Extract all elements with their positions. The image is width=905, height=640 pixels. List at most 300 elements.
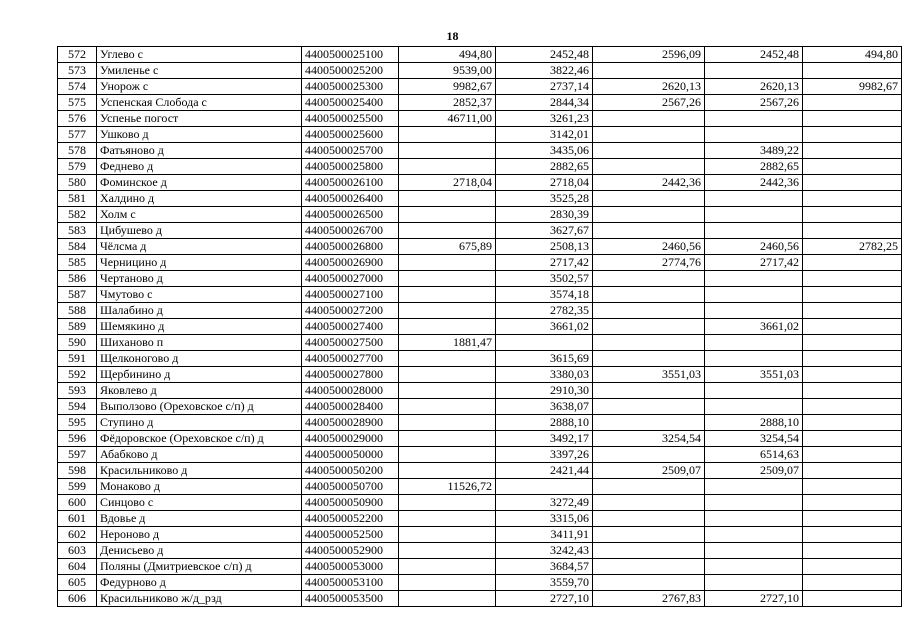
value-4-cell: 3489,22: [705, 143, 803, 159]
row-number-cell: 586: [58, 271, 97, 287]
value-1-cell: 11526,72: [399, 479, 496, 495]
value-2-cell: 2844,34: [496, 95, 593, 111]
value-5-cell: [803, 383, 902, 399]
value-3-cell: [593, 543, 705, 559]
table-row: [58, 527, 902, 543]
value-5-cell: [803, 287, 902, 303]
value-3-cell: [593, 63, 705, 79]
value-4-cell: [705, 207, 803, 223]
value-5-cell: [803, 415, 902, 431]
value-1-cell: [399, 511, 496, 527]
value-4-cell: 2882,65: [705, 159, 803, 175]
code-cell: 4400500027400: [302, 319, 399, 335]
row-number-cell: 596: [58, 431, 97, 447]
code-cell: 4400500053100: [302, 575, 399, 591]
value-5-cell: [803, 159, 902, 175]
value-5-cell: [803, 111, 902, 127]
value-5-cell: 2782,25: [803, 239, 902, 255]
code-cell: 4400500053500: [302, 591, 399, 607]
settlement-name-cell: Черницино д: [97, 255, 302, 271]
code-cell: 4400500050700: [302, 479, 399, 495]
table-row: [58, 399, 902, 415]
code-cell: 4400500052200: [302, 511, 399, 527]
table-row: [58, 175, 902, 191]
value-5-cell: [803, 143, 902, 159]
table-row: [58, 351, 902, 367]
value-2-cell: 2727,10: [496, 591, 593, 607]
settlement-name-cell: Фоминское д: [97, 175, 302, 191]
value-4-cell: [705, 303, 803, 319]
settlement-name-cell: Красильниково д: [97, 463, 302, 479]
row-number-cell: 585: [58, 255, 97, 271]
row-number-cell: 591: [58, 351, 97, 367]
code-cell: 4400500025800: [302, 159, 399, 175]
value-1-cell: 9982,67: [399, 79, 496, 95]
value-1-cell: 2718,04: [399, 175, 496, 191]
value-3-cell: [593, 415, 705, 431]
value-4-cell: [705, 63, 803, 79]
row-number-cell: 583: [58, 223, 97, 239]
value-3-cell: [593, 575, 705, 591]
code-cell: 4400500027700: [302, 351, 399, 367]
table-row: [58, 287, 902, 303]
value-4-cell: [705, 399, 803, 415]
row-number-cell: 601: [58, 511, 97, 527]
code-cell: 4400500027500: [302, 335, 399, 351]
value-1-cell: [399, 495, 496, 511]
value-1-cell: [399, 415, 496, 431]
settlement-name-cell: Поляны (Дмитриевское с/п) д: [97, 559, 302, 575]
value-1-cell: 2852,37: [399, 95, 496, 111]
code-cell: 4400500025500: [302, 111, 399, 127]
code-cell: 4400500025600: [302, 127, 399, 143]
value-5-cell: [803, 591, 902, 607]
code-cell: 4400500027000: [302, 271, 399, 287]
value-2-cell: 3261,23: [496, 111, 593, 127]
value-3-cell: 2620,13: [593, 79, 705, 95]
table-row: [58, 479, 902, 495]
table-row: [58, 239, 902, 255]
code-cell: 4400500025400: [302, 95, 399, 111]
value-3-cell: 3254,54: [593, 431, 705, 447]
value-3-cell: 2596,09: [593, 47, 705, 63]
row-number-cell: 584: [58, 239, 97, 255]
code-cell: 4400500026400: [302, 191, 399, 207]
code-cell: 4400500026900: [302, 255, 399, 271]
table-row: [58, 463, 902, 479]
value-4-cell: [705, 495, 803, 511]
value-5-cell: [803, 543, 902, 559]
row-number-cell: 588: [58, 303, 97, 319]
value-1-cell: [399, 543, 496, 559]
value-2-cell: 3661,02: [496, 319, 593, 335]
value-4-cell: [705, 479, 803, 495]
table-row: [58, 191, 902, 207]
value-5-cell: [803, 63, 902, 79]
settlement-name-cell: Выползово (Ореховское с/п) д: [97, 399, 302, 415]
value-2-cell: 3242,43: [496, 543, 593, 559]
value-3-cell: [593, 335, 705, 351]
table-row: [58, 63, 902, 79]
row-number-cell: 574: [58, 79, 97, 95]
value-4-cell: [705, 335, 803, 351]
value-3-cell: [593, 527, 705, 543]
value-2-cell: 3435,06: [496, 143, 593, 159]
value-5-cell: [803, 303, 902, 319]
value-4-cell: [705, 527, 803, 543]
value-4-cell: [705, 271, 803, 287]
value-2-cell: 2888,10: [496, 415, 593, 431]
settlement-name-cell: Нероново д: [97, 527, 302, 543]
settlement-name-cell: Углево с: [97, 47, 302, 63]
table-row: [58, 207, 902, 223]
value-4-cell: [705, 559, 803, 575]
value-1-cell: [399, 399, 496, 415]
value-2-cell: 3627,67: [496, 223, 593, 239]
value-3-cell: [593, 383, 705, 399]
settlement-name-cell: Федурново д: [97, 575, 302, 591]
value-3-cell: [593, 287, 705, 303]
code-cell: 4400500025300: [302, 79, 399, 95]
value-4-cell: 2717,42: [705, 255, 803, 271]
table-row: [58, 431, 902, 447]
value-3-cell: [593, 399, 705, 415]
value-4-cell: [705, 575, 803, 591]
row-number-cell: 600: [58, 495, 97, 511]
code-cell: 4400500050900: [302, 495, 399, 511]
table-row: [58, 383, 902, 399]
value-3-cell: [593, 559, 705, 575]
code-cell: 4400500026500: [302, 207, 399, 223]
value-5-cell: [803, 223, 902, 239]
code-cell: 4400500028000: [302, 383, 399, 399]
settlement-name-cell: Чёлсма д: [97, 239, 302, 255]
value-3-cell: [593, 111, 705, 127]
value-1-cell: [399, 575, 496, 591]
code-cell: 4400500050200: [302, 463, 399, 479]
value-3-cell: 3551,03: [593, 367, 705, 383]
settlement-name-cell: Чмутово с: [97, 287, 302, 303]
value-1-cell: [399, 207, 496, 223]
value-2-cell: 2452,48: [496, 47, 593, 63]
value-2-cell: 3574,18: [496, 287, 593, 303]
value-5-cell: [803, 351, 902, 367]
row-number-cell: 606: [58, 591, 97, 607]
row-number-cell: 589: [58, 319, 97, 335]
table-row: [58, 559, 902, 575]
value-1-cell: [399, 303, 496, 319]
value-2-cell: [496, 335, 593, 351]
table-row: [58, 255, 902, 271]
code-cell: 4400500053000: [302, 559, 399, 575]
value-5-cell: [803, 207, 902, 223]
value-2-cell: 2910,30: [496, 383, 593, 399]
settlement-name-cell: Чертаново д: [97, 271, 302, 287]
table-row: [58, 575, 902, 591]
value-2-cell: 2421,44: [496, 463, 593, 479]
value-1-cell: [399, 319, 496, 335]
value-5-cell: [803, 431, 902, 447]
value-2-cell: 3397,26: [496, 447, 593, 463]
code-cell: 4400500028400: [302, 399, 399, 415]
settlement-name-cell: Халдино д: [97, 191, 302, 207]
value-3-cell: [593, 495, 705, 511]
row-number-cell: 572: [58, 47, 97, 63]
value-3-cell: [593, 223, 705, 239]
value-4-cell: 3661,02: [705, 319, 803, 335]
value-3-cell: 2567,26: [593, 95, 705, 111]
value-2-cell: 3142,01: [496, 127, 593, 143]
row-number-cell: 587: [58, 287, 97, 303]
value-5-cell: [803, 335, 902, 351]
row-number-cell: 594: [58, 399, 97, 415]
table-row: [58, 127, 902, 143]
row-number-cell: 580: [58, 175, 97, 191]
value-1-cell: 494,80: [399, 47, 496, 63]
settlement-name-cell: Щелконогово д: [97, 351, 302, 367]
value-1-cell: 9539,00: [399, 63, 496, 79]
table-row: [58, 367, 902, 383]
row-number-cell: 598: [58, 463, 97, 479]
row-number-cell: 575: [58, 95, 97, 111]
value-1-cell: [399, 591, 496, 607]
value-2-cell: 3502,57: [496, 271, 593, 287]
row-number-cell: 597: [58, 447, 97, 463]
code-cell: 4400500027200: [302, 303, 399, 319]
value-1-cell: 1881,47: [399, 335, 496, 351]
value-1-cell: [399, 351, 496, 367]
table-row: [58, 223, 902, 239]
value-5-cell: [803, 575, 902, 591]
row-number-cell: 599: [58, 479, 97, 495]
code-cell: 4400500026800: [302, 239, 399, 255]
value-2-cell: 3380,03: [496, 367, 593, 383]
value-2-cell: [496, 479, 593, 495]
value-3-cell: [593, 511, 705, 527]
value-2-cell: 3411,91: [496, 527, 593, 543]
code-cell: 4400500026100: [302, 175, 399, 191]
value-4-cell: 2452,48: [705, 47, 803, 63]
row-number-cell: 573: [58, 63, 97, 79]
value-5-cell: 494,80: [803, 47, 902, 63]
table-row: [58, 111, 902, 127]
value-2-cell: 2717,42: [496, 255, 593, 271]
value-2-cell: 2830,39: [496, 207, 593, 223]
value-5-cell: [803, 447, 902, 463]
value-5-cell: [803, 255, 902, 271]
value-1-cell: [399, 383, 496, 399]
value-3-cell: [593, 127, 705, 143]
table-row: [58, 159, 902, 175]
value-4-cell: 3254,54: [705, 431, 803, 447]
settlement-name-cell: Абабково д: [97, 447, 302, 463]
table-row: [58, 591, 902, 607]
table-row: [58, 143, 902, 159]
value-4-cell: 2727,10: [705, 591, 803, 607]
value-2-cell: 3638,07: [496, 399, 593, 415]
value-1-cell: [399, 463, 496, 479]
code-cell: 4400500025100: [302, 47, 399, 63]
value-2-cell: 3822,46: [496, 63, 593, 79]
settlement-name-cell: Ушково д: [97, 127, 302, 143]
value-4-cell: 6514,63: [705, 447, 803, 463]
table-row: [58, 303, 902, 319]
row-number-cell: 577: [58, 127, 97, 143]
value-5-cell: [803, 399, 902, 415]
value-2-cell: 2782,35: [496, 303, 593, 319]
value-1-cell: [399, 287, 496, 303]
value-5-cell: [803, 95, 902, 111]
value-2-cell: 3272,49: [496, 495, 593, 511]
value-3-cell: 2509,07: [593, 463, 705, 479]
value-3-cell: 2774,76: [593, 255, 705, 271]
value-3-cell: 2460,56: [593, 239, 705, 255]
code-cell: 4400500050000: [302, 447, 399, 463]
settlement-name-cell: Щербинино д: [97, 367, 302, 383]
code-cell: 4400500026700: [302, 223, 399, 239]
settlement-name-cell: Красильниково ж/д_рзд: [97, 591, 302, 607]
table-row: [58, 95, 902, 111]
row-number-cell: 582: [58, 207, 97, 223]
value-1-cell: [399, 255, 496, 271]
code-cell: 4400500025200: [302, 63, 399, 79]
value-2-cell: 3525,28: [496, 191, 593, 207]
value-5-cell: [803, 127, 902, 143]
value-3-cell: [593, 319, 705, 335]
value-1-cell: [399, 159, 496, 175]
value-4-cell: [705, 111, 803, 127]
value-5-cell: [803, 319, 902, 335]
value-4-cell: [705, 191, 803, 207]
value-4-cell: [705, 511, 803, 527]
value-5-cell: 9982,67: [803, 79, 902, 95]
row-number-cell: 602: [58, 527, 97, 543]
value-3-cell: [593, 303, 705, 319]
value-4-cell: 2509,07: [705, 463, 803, 479]
code-cell: 4400500029000: [302, 431, 399, 447]
code-cell: 4400500027800: [302, 367, 399, 383]
value-3-cell: [593, 479, 705, 495]
value-2-cell: 2737,14: [496, 79, 593, 95]
row-number-cell: 603: [58, 543, 97, 559]
value-2-cell: 2508,13: [496, 239, 593, 255]
value-4-cell: [705, 127, 803, 143]
code-cell: 4400500052500: [302, 527, 399, 543]
row-number-cell: 590: [58, 335, 97, 351]
settlement-name-cell: Успенье погост: [97, 111, 302, 127]
row-number-cell: 581: [58, 191, 97, 207]
value-4-cell: [705, 351, 803, 367]
value-1-cell: [399, 143, 496, 159]
value-4-cell: 2567,26: [705, 95, 803, 111]
value-5-cell: [803, 559, 902, 575]
table-body: [58, 47, 902, 607]
row-number-cell: 604: [58, 559, 97, 575]
value-5-cell: [803, 367, 902, 383]
value-2-cell: 3684,57: [496, 559, 593, 575]
value-3-cell: [593, 447, 705, 463]
value-5-cell: [803, 191, 902, 207]
value-1-cell: [399, 191, 496, 207]
settlement-name-cell: Умиленье с: [97, 63, 302, 79]
value-3-cell: [593, 271, 705, 287]
value-1-cell: 46711,00: [399, 111, 496, 127]
value-5-cell: [803, 527, 902, 543]
value-4-cell: [705, 223, 803, 239]
value-2-cell: 3559,70: [496, 575, 593, 591]
value-5-cell: [803, 271, 902, 287]
value-1-cell: 675,89: [399, 239, 496, 255]
value-3-cell: [593, 191, 705, 207]
settlement-name-cell: Шалабино д: [97, 303, 302, 319]
value-3-cell: 2442,36: [593, 175, 705, 191]
page-number: 18: [446, 29, 459, 43]
value-5-cell: [803, 175, 902, 191]
row-number-cell: 592: [58, 367, 97, 383]
settlement-name-cell: Цибушево д: [97, 223, 302, 239]
table-row: [58, 335, 902, 351]
value-1-cell: [399, 559, 496, 575]
value-3-cell: [593, 351, 705, 367]
value-3-cell: [593, 207, 705, 223]
value-1-cell: [399, 527, 496, 543]
table-row: [58, 495, 902, 511]
settlement-name-cell: Холм с: [97, 207, 302, 223]
value-4-cell: 2460,56: [705, 239, 803, 255]
settlement-name-cell: Яковлево д: [97, 383, 302, 399]
settlement-name-cell: Синцово с: [97, 495, 302, 511]
settlement-name-cell: Денисьево д: [97, 543, 302, 559]
value-2-cell: 2882,65: [496, 159, 593, 175]
value-2-cell: 3492,17: [496, 431, 593, 447]
value-3-cell: 2767,83: [593, 591, 705, 607]
table-row: [58, 47, 902, 63]
value-4-cell: 3551,03: [705, 367, 803, 383]
value-1-cell: [399, 127, 496, 143]
value-1-cell: [399, 431, 496, 447]
value-2-cell: 3315,06: [496, 511, 593, 527]
value-5-cell: [803, 479, 902, 495]
value-4-cell: [705, 383, 803, 399]
settlements-table: [57, 46, 902, 607]
settlement-name-cell: Монаково д: [97, 479, 302, 495]
table-row: [58, 271, 902, 287]
code-cell: 4400500025700: [302, 143, 399, 159]
settlement-name-cell: Фатьяново д: [97, 143, 302, 159]
value-1-cell: [399, 447, 496, 463]
value-4-cell: 2888,10: [705, 415, 803, 431]
value-4-cell: [705, 543, 803, 559]
code-cell: 4400500028900: [302, 415, 399, 431]
row-number-cell: 595: [58, 415, 97, 431]
settlement-name-cell: Шиханово п: [97, 335, 302, 351]
value-4-cell: 2442,36: [705, 175, 803, 191]
settlement-name-cell: Ступино д: [97, 415, 302, 431]
value-3-cell: [593, 159, 705, 175]
settlement-name-cell: Успенская Слобода с: [97, 95, 302, 111]
value-5-cell: [803, 511, 902, 527]
table-row: [58, 415, 902, 431]
table-row: [58, 511, 902, 527]
code-cell: 4400500052900: [302, 543, 399, 559]
value-4-cell: [705, 287, 803, 303]
settlement-name-cell: Вдовье д: [97, 511, 302, 527]
value-5-cell: [803, 463, 902, 479]
value-3-cell: [593, 143, 705, 159]
table-row: [58, 447, 902, 463]
row-number-cell: 576: [58, 111, 97, 127]
settlement-name-cell: Феднево д: [97, 159, 302, 175]
